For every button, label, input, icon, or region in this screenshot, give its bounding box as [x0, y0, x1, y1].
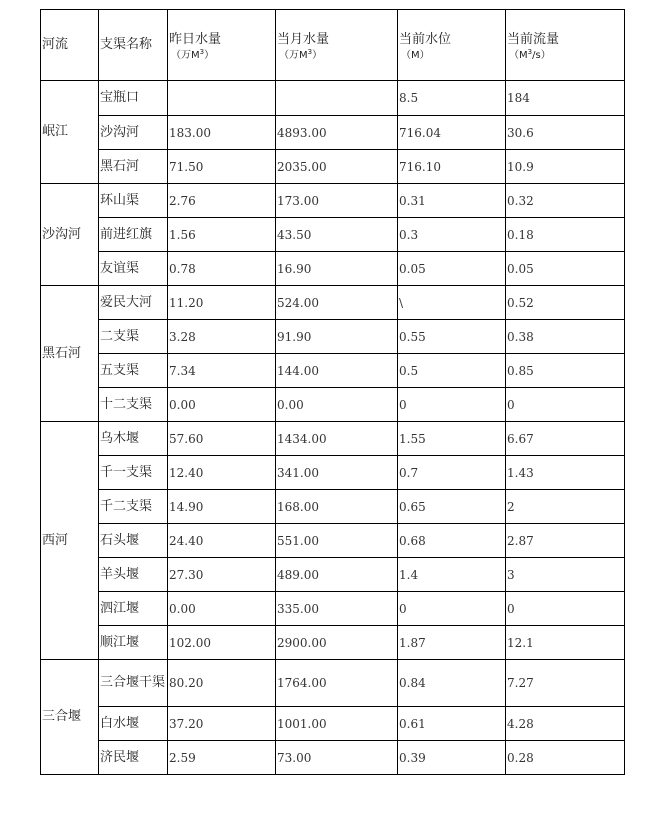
table-row — [41, 184, 625, 218]
yesterday-cell: 102.00 — [168, 626, 276, 660]
flow-cell: 184 — [506, 81, 625, 116]
header-row — [41, 10, 625, 81]
month-cell: 551.00 — [276, 524, 398, 558]
month-cell: 144.00 — [276, 354, 398, 388]
yesterday-cell: 0.00 — [168, 388, 276, 422]
month-cell: 1434.00 — [276, 422, 398, 456]
level-cell: 716.10 — [398, 150, 506, 184]
flow-cell: 30.6 — [506, 116, 625, 150]
month-cell: 524.00 — [276, 286, 398, 320]
yesterday-cell: 7.34 — [168, 354, 276, 388]
channel-name-cell: 济民堰 — [99, 741, 168, 775]
table-row — [41, 150, 625, 184]
month-cell: 16.90 — [276, 252, 398, 286]
yesterday-cell: 37.20 — [168, 707, 276, 741]
yesterday-cell: 24.40 — [168, 524, 276, 558]
level-cell: 0.55 — [398, 320, 506, 354]
flow-cell: 1.43 — [506, 456, 625, 490]
water-data-table — [40, 9, 625, 775]
flow-cell: 0.38 — [506, 320, 625, 354]
flow-cell: 3 — [506, 558, 625, 592]
level-cell: 0.68 — [398, 524, 506, 558]
channel-name-cell: 前进红旗 — [99, 218, 168, 252]
month-cell: 2035.00 — [276, 150, 398, 184]
channel-name-cell: 羊头堰 — [99, 558, 168, 592]
level-cell: 0.39 — [398, 741, 506, 775]
month-cell: 173.00 — [276, 184, 398, 218]
flow-cell: 0.05 — [506, 252, 625, 286]
table-row — [41, 388, 625, 422]
table-row — [41, 707, 625, 741]
month-cell: 1764.00 — [276, 660, 398, 707]
level-cell: 0.84 — [398, 660, 506, 707]
yesterday-cell: 14.90 — [168, 490, 276, 524]
yesterday-cell: 71.50 — [168, 150, 276, 184]
river-cell: 黑石河 — [41, 286, 99, 422]
level-cell: 0.5 — [398, 354, 506, 388]
channel-name-cell: 环山渠 — [99, 184, 168, 218]
yesterday-cell: 0.00 — [168, 592, 276, 626]
month-cell: 341.00 — [276, 456, 398, 490]
month-cell: 1001.00 — [276, 707, 398, 741]
yesterday-cell: 27.30 — [168, 558, 276, 592]
yesterday-cell: 2.59 — [168, 741, 276, 775]
flow-cell: 0.52 — [506, 286, 625, 320]
header-yesterday: 昨日水量 （万$M^3$） — [168, 10, 276, 81]
table-row — [41, 218, 625, 252]
level-cell: 0.61 — [398, 707, 506, 741]
channel-name-cell: 十二支渠 — [99, 388, 168, 422]
channel-name-cell: 顺江堰 — [99, 626, 168, 660]
channel-name-cell: 黑石河 — [99, 150, 168, 184]
table-row — [41, 558, 625, 592]
level-cell: 0.05 — [398, 252, 506, 286]
level-cell: 1.55 — [398, 422, 506, 456]
yesterday-cell: 2.76 — [168, 184, 276, 218]
river-cell: 三合堰 — [41, 660, 99, 775]
table-row — [41, 456, 625, 490]
channel-name-cell: 白水堰 — [99, 707, 168, 741]
level-cell: 8.5 — [398, 81, 506, 116]
header-level: 当前水位 （M） — [398, 10, 506, 81]
table-row — [41, 252, 625, 286]
table-row — [41, 81, 625, 116]
channel-name-cell: 沙沟河 — [99, 116, 168, 150]
flow-cell: 0 — [506, 592, 625, 626]
channel-name-cell: 泗江堰 — [99, 592, 168, 626]
table-row — [41, 320, 625, 354]
flow-cell: 12.1 — [506, 626, 625, 660]
yesterday-cell: 11.20 — [168, 286, 276, 320]
channel-name-cell: 千一支渠 — [99, 456, 168, 490]
month-cell: 0.00 — [276, 388, 398, 422]
month-cell: 2900.00 — [276, 626, 398, 660]
table-row — [41, 741, 625, 775]
yesterday-cell: 1.56 — [168, 218, 276, 252]
channel-name-cell: 友谊渠 — [99, 252, 168, 286]
channel-name-cell: 五支渠 — [99, 354, 168, 388]
flow-cell: 0 — [506, 388, 625, 422]
table-row — [41, 660, 625, 707]
flow-cell: 0.32 — [506, 184, 625, 218]
flow-cell: 0.28 — [506, 741, 625, 775]
level-cell: \ — [398, 286, 506, 320]
yesterday-cell: 12.40 — [168, 456, 276, 490]
level-cell: 1.4 — [398, 558, 506, 592]
month-cell: 168.00 — [276, 490, 398, 524]
flow-cell: 0.18 — [506, 218, 625, 252]
yesterday-cell: 3.28 — [168, 320, 276, 354]
yesterday-cell: 0.78 — [168, 252, 276, 286]
month-cell: 43.50 — [276, 218, 398, 252]
river-cell: 西河 — [41, 422, 99, 660]
month-cell: 335.00 — [276, 592, 398, 626]
month-cell: 489.00 — [276, 558, 398, 592]
flow-cell: 6.67 — [506, 422, 625, 456]
channel-name-cell: 二支渠 — [99, 320, 168, 354]
level-cell: 0.7 — [398, 456, 506, 490]
table-row — [41, 286, 625, 320]
month-cell: 91.90 — [276, 320, 398, 354]
table-row — [41, 490, 625, 524]
channel-name-cell: 石头堰 — [99, 524, 168, 558]
level-cell: 0.3 — [398, 218, 506, 252]
level-cell: 0.65 — [398, 490, 506, 524]
channel-name-cell: 三合堰干渠 — [99, 660, 168, 707]
table-row — [41, 422, 625, 456]
table-row — [41, 524, 625, 558]
header-month: 当月水量 （万$M^3$） — [276, 10, 398, 81]
flow-cell: 10.9 — [506, 150, 625, 184]
month-cell: 73.00 — [276, 741, 398, 775]
channel-name-cell: 千二支渠 — [99, 490, 168, 524]
flow-cell: 2.87 — [506, 524, 625, 558]
level-cell: 1.87 — [398, 626, 506, 660]
month-cell: 4893.00 — [276, 116, 398, 150]
table-row — [41, 592, 625, 626]
table-row — [41, 354, 625, 388]
level-cell: 0 — [398, 592, 506, 626]
month-cell — [276, 81, 398, 116]
header-channel: 支渠名称 — [99, 10, 168, 81]
yesterday-cell: 80.20 — [168, 660, 276, 707]
river-cell: 沙沟河 — [41, 184, 99, 286]
channel-name-cell: 爱民大河 — [99, 286, 168, 320]
river-cell: 岷江 — [41, 81, 99, 184]
level-cell: 716.04 — [398, 116, 506, 150]
level-cell: 0.31 — [398, 184, 506, 218]
table-row — [41, 626, 625, 660]
yesterday-cell: 57.60 — [168, 422, 276, 456]
header-river: 河流 — [41, 10, 99, 81]
flow-cell: 7.27 — [506, 660, 625, 707]
header-flow: 当前流量 $(M^3/s)$ — [506, 10, 625, 81]
channel-name-cell: 乌木堰 — [99, 422, 168, 456]
table-row — [41, 116, 625, 150]
flow-cell: 4.28 — [506, 707, 625, 741]
level-cell: 0 — [398, 388, 506, 422]
yesterday-cell — [168, 81, 276, 116]
yesterday-cell: 183.00 — [168, 116, 276, 150]
flow-cell: 2 — [506, 490, 625, 524]
channel-name-cell: 宝瓶口 — [99, 81, 168, 116]
flow-cell: 0.85 — [506, 354, 625, 388]
